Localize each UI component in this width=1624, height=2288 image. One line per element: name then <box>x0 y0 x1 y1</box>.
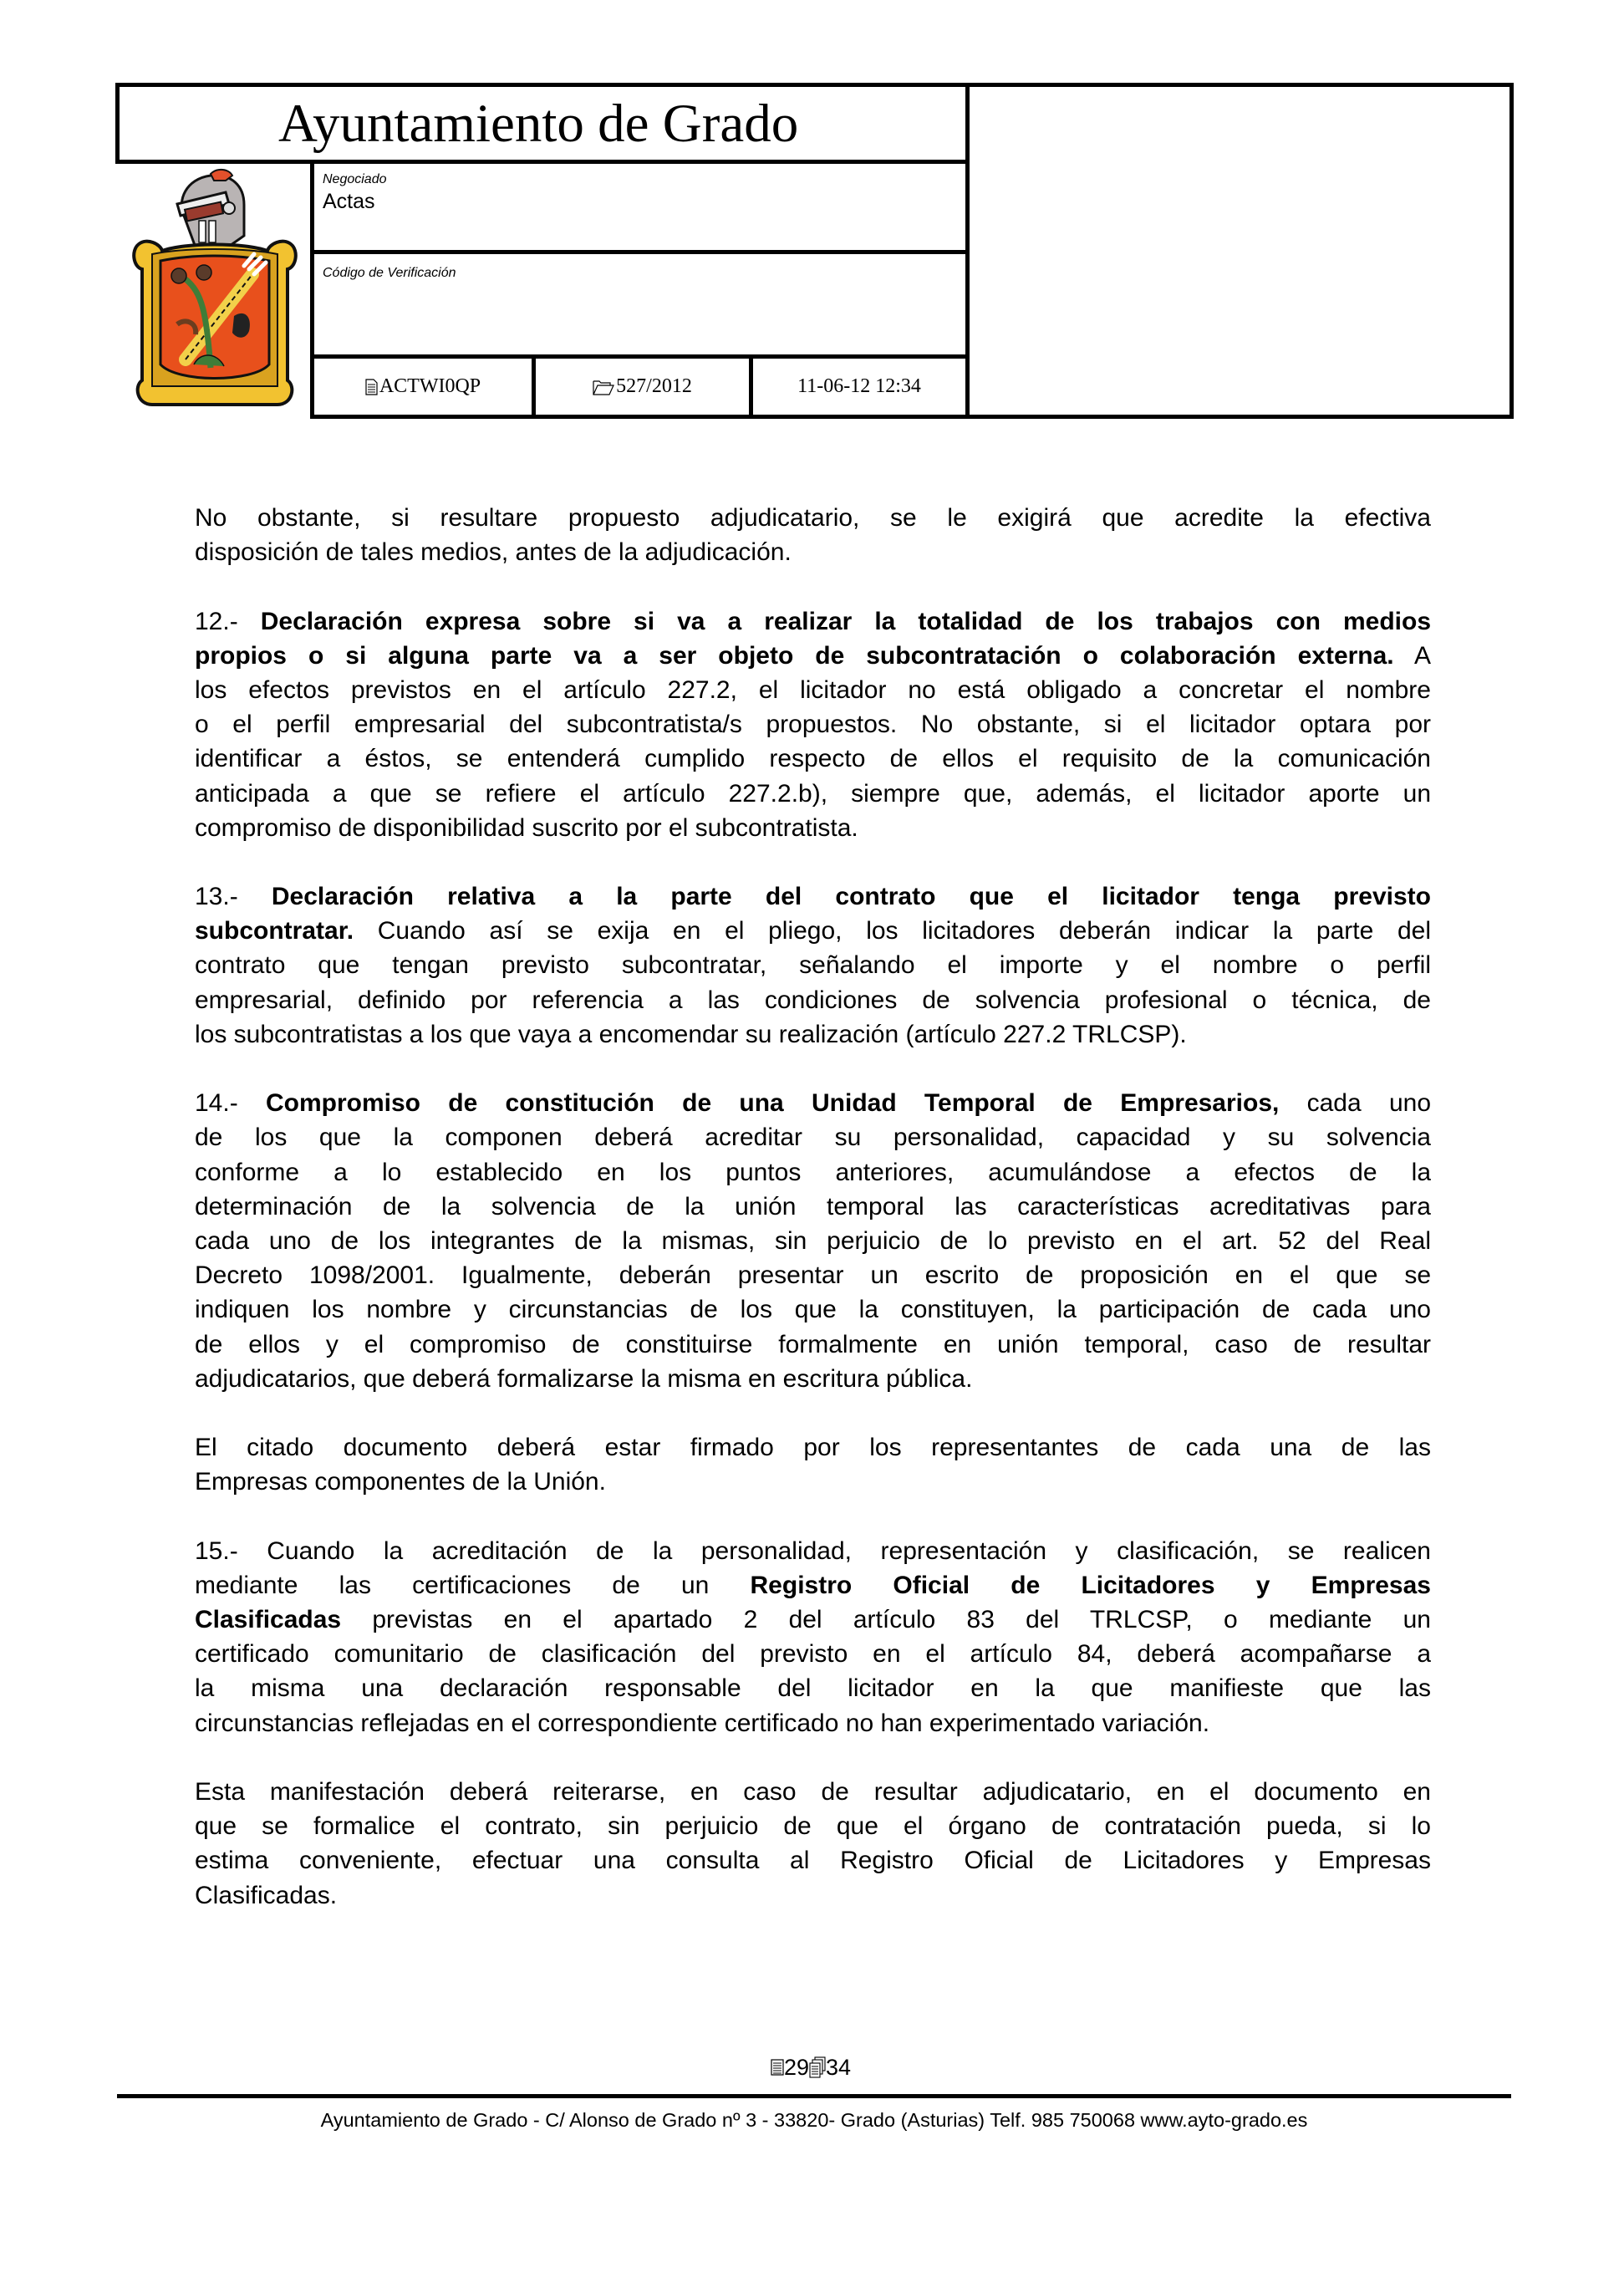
text: disposición de tales medios, antes de la adjudicación. <box>195 538 792 567</box>
text: estima conveniente, efectuar una consulta al Registro Oficial de Licitadores y Empresas <box>195 1847 1431 1875</box>
document-id: ACTWI0QP <box>379 375 481 397</box>
expediente-number: 527/2012 <box>616 375 692 397</box>
text-line <box>195 1086 1431 1120</box>
text: previstas en el apartado 2 del artículo 83 del TRLCSP, o mediante un <box>341 1606 1431 1633</box>
text: empresarial, definido por referencia a las condiciones de solvencia profesional o técnica, de <box>195 986 1431 1014</box>
text-line <box>195 1327 1431 1362</box>
text: Clasificadas. <box>195 1881 338 1909</box>
text: cada uno de los integrantes de la mismas, sin perjuicio de lo previsto en el art. 52 del Real <box>195 1226 1431 1255</box>
negociado-value: Actas <box>323 190 375 213</box>
text-line <box>195 1809 1431 1843</box>
text: o el perfil empresarial del subcontratista/s propuestos. No obstante, si el licitador optara por <box>195 711 1431 739</box>
text-line <box>195 639 1431 673</box>
coat-of-arms-icon <box>127 167 303 416</box>
text: identificar a éstos, se entenderá cumplido respecto de ellos el requisito de la comunicación <box>195 745 1431 773</box>
text: contrato que tengan previsto subcontratar, señalando el importe y el nombre o perfil <box>195 951 1431 980</box>
text-line <box>195 673 1431 707</box>
text-line <box>195 1292 1431 1327</box>
document-ids-row <box>314 354 965 415</box>
text-line <box>195 1568 1431 1603</box>
document-icon <box>365 379 378 395</box>
text: indiquen los nombre y circunstancias de los que la constituyen, la participación de cada uno <box>195 1296 1431 1324</box>
text-line <box>195 1534 1431 1568</box>
text-line <box>195 1362 1431 1396</box>
paragraph <box>195 501 1431 569</box>
text-line <box>195 707 1431 741</box>
document-id-cell <box>314 359 532 415</box>
bold-text: Declaración relativa a la parte del contrato que el licitador tenga previsto <box>271 883 1431 911</box>
text-line <box>195 1017 1431 1052</box>
text-line <box>195 1706 1431 1740</box>
text: la misma una declaración responsable del licitador en la que manifieste que las <box>195 1674 1431 1703</box>
verification-code-label: Código de Verificación <box>323 266 456 280</box>
total-pages: 34 <box>826 2054 852 2080</box>
footer-address: Ayuntamiento de Grado - C/ Alonso de Grado nº 3 - 33820- Grado (Asturias) Telf. 985 750068 www.ayto-grado.es <box>320 2109 1308 2131</box>
paragraph <box>195 1775 1431 1913</box>
folder-icon <box>593 379 614 395</box>
text-line <box>195 1843 1431 1878</box>
text-line <box>195 501 1431 535</box>
text: los efectos previstos en el artículo 227.2, el licitador no está obligado a concretar el nombre <box>195 675 1431 704</box>
text-line <box>195 811 1431 845</box>
negociado-label: Negociado <box>323 172 387 186</box>
text: Empresas componentes de la Unión. <box>195 1468 606 1496</box>
text-line <box>195 1190 1431 1224</box>
text-line <box>195 914 1431 948</box>
text-line <box>195 604 1431 639</box>
bold-text: Declaración expresa sobre si va a realizar la totalidad de los trabajos con medios <box>260 607 1431 635</box>
document-metadata-grid <box>310 160 970 419</box>
page-counter <box>727 2053 894 2082</box>
text: certificado comunitario de clasificación del previsto en el artículo 84, deberá acompañarse a <box>195 1640 1431 1669</box>
text-line <box>195 535 1431 569</box>
text: compromiso de disponibilidad suscrito por el subcontratista. <box>195 813 858 842</box>
text-line <box>195 879 1431 914</box>
document-body <box>195 501 1431 1947</box>
text-line <box>195 1430 1431 1465</box>
text-line <box>195 948 1431 982</box>
paragraph <box>195 1430 1431 1499</box>
text: 15.- Cuando la acreditación de la personalidad, representación y clasificación, se realicen <box>195 1536 1431 1565</box>
bold-text: Clasificadas <box>195 1606 342 1633</box>
text: Esta manifestación deberá reiterarse, en caso de resultar adjudicatario, en el documento en <box>195 1777 1431 1806</box>
text: de ellos y el compromiso de constituirse formalmente en unión temporal, caso de resultar <box>195 1330 1431 1358</box>
title-box <box>115 83 970 164</box>
expediente-cell <box>532 359 749 415</box>
text-line <box>195 1155 1431 1190</box>
bold-text: Compromiso de constitución de una Unidad Temporal de Empresarios, <box>265 1089 1280 1118</box>
text: 12.- <box>195 607 261 635</box>
text: circunstancias reflejadas en el correspondiente certificado no han experimentado variación. <box>195 1709 1210 1737</box>
text: El citado documento deberá estar firmado por los representantes de cada una de las <box>195 1434 1431 1462</box>
text: cada uno <box>1279 1089 1431 1118</box>
text: adjudicatarios, que deberá formalizarse la misma en escritura pública. <box>195 1364 973 1393</box>
text: Decreto 1098/2001. Igualmente, deberán presentar un escrito de proposición en el que se <box>195 1261 1431 1290</box>
signature-box <box>965 83 1514 419</box>
current-page: 29 <box>783 2054 809 2080</box>
text: 14.- <box>195 1089 266 1118</box>
text: determinación de la solvencia de la unión temporal las características acreditativas para <box>195 1192 1431 1220</box>
text-line <box>195 1603 1431 1637</box>
text: 13.- <box>195 883 272 911</box>
text: de los que la componen deberá acreditar su personalidad, capacidad y su solvencia <box>195 1124 1431 1152</box>
paragraph <box>195 1534 1431 1740</box>
text-line <box>195 1671 1431 1705</box>
page-title: Ayuntamiento de Grado <box>278 94 799 154</box>
bold-text: Registro Oficial de Licitadores y Empresas <box>750 1571 1431 1599</box>
text-line <box>195 983 1431 1017</box>
text: A <box>1393 641 1431 670</box>
text-line <box>195 1637 1431 1671</box>
page-icon <box>771 2058 784 2077</box>
text: Cuando así se exija en el pliego, los licitadores deberán indicar la parte del <box>354 917 1431 945</box>
verification-code-cell <box>314 250 965 354</box>
text-line <box>195 1465 1431 1499</box>
pages-stack-icon <box>809 2056 826 2078</box>
text: los subcontratistas a los que vaya a encomendar su realización (artículo 227.2 TRLCSP). <box>195 1020 1187 1048</box>
document-datetime: 11-06-12 12:34 <box>797 375 921 397</box>
text: conforme a lo establecido en los puntos anteriores, acumulándose a efectos de la <box>195 1158 1431 1186</box>
coat-of-arms-logo <box>127 167 303 416</box>
bold-text: propios o si alguna parte va a ser objeto de subcontratación o colaboración externa. <box>195 641 1394 670</box>
paragraph <box>195 1086 1431 1396</box>
text-line <box>195 1878 1431 1913</box>
datetime-cell <box>749 359 965 415</box>
text-line <box>195 741 1431 776</box>
footer-divider <box>117 2094 1511 2098</box>
text: que se formalice el contrato, sin perjuicio de que el órgano de contratación pueda, si lo <box>195 1812 1431 1841</box>
text-line <box>195 1775 1431 1809</box>
text-line <box>195 777 1431 811</box>
paragraph <box>195 604 1431 845</box>
text-line <box>195 1224 1431 1258</box>
paragraph <box>195 879 1431 1052</box>
text-line <box>195 1120 1431 1154</box>
text: No obstante, si resultare propuesto adjudicatario, se le exigirá que acredite la efectiva <box>195 504 1431 532</box>
bold-text: subcontratar. <box>195 917 354 945</box>
text-line <box>195 1258 1431 1292</box>
text: anticipada a que se refiere el artículo 227.2.b), siempre que, además, el licitador aporte un <box>195 779 1431 808</box>
negociado-cell <box>314 160 965 254</box>
text: mediante las certificaciones de un <box>195 1571 751 1599</box>
